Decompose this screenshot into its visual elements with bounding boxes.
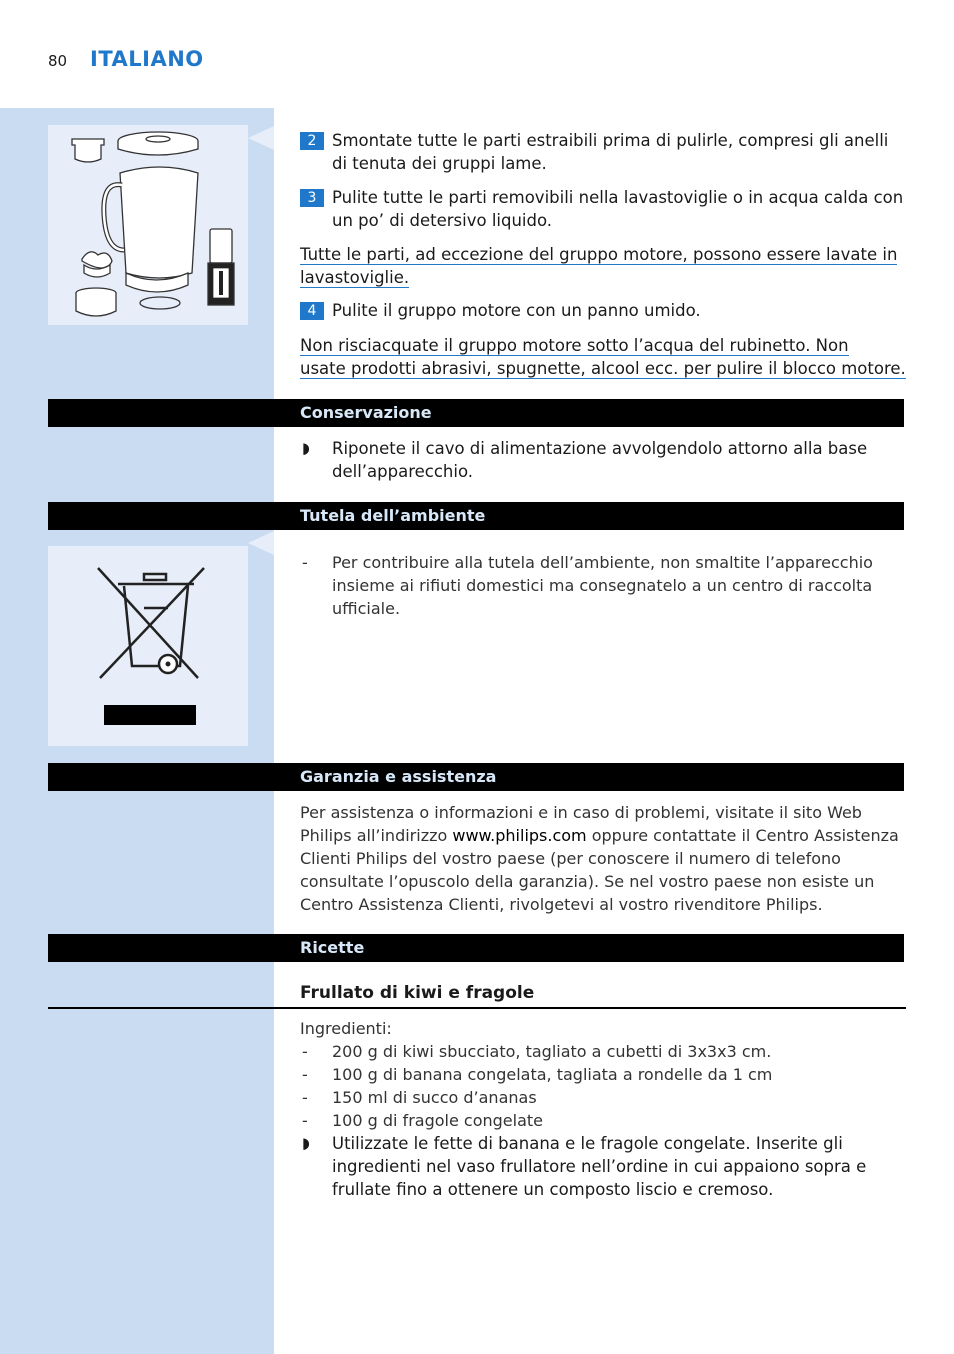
section-recipes (48, 934, 904, 962)
ingredient-text: 100 g di fragole congelate (332, 1111, 543, 1130)
dishwasher-note (300, 243, 906, 289)
step-4 (300, 299, 906, 322)
image-pointer (248, 531, 274, 555)
dash-marker: - (302, 1088, 308, 1107)
step-3 (300, 186, 906, 232)
step-text: Pulite il gruppo motore con un panno umido. (332, 301, 701, 320)
note-line: usate prodotti abrasivi, spugnette, alcool ecc. per pulire il blocco motore. (300, 359, 906, 378)
bullet-marker: ◗ (302, 1134, 310, 1152)
recipe-title: Frullato di kiwi e fragole (300, 983, 535, 1003)
dash-marker: - (302, 553, 308, 572)
crossed-bin-icon (48, 546, 248, 746)
recipe-instruction (300, 1132, 906, 1201)
recipe-divider (48, 1007, 906, 1009)
blender-parts-icon (48, 125, 248, 325)
dash-marker: - (302, 1111, 308, 1130)
ingredient-item (300, 1109, 906, 1132)
step-text: Smontate tutte le parti estraibili prima di pulirle, compresi gli anelli di tenuta dei gruppi lame. (332, 131, 889, 173)
ingredients-label: Ingredienti: (300, 1019, 392, 1038)
ingredient-item (300, 1063, 906, 1086)
blender-parts-illustration (48, 125, 248, 325)
language-title: ITALIANO (90, 47, 204, 71)
section-environment (48, 502, 904, 530)
step-number: 4 (300, 302, 324, 320)
environment-item (300, 551, 906, 620)
section-warranty (48, 763, 904, 791)
environment-content (300, 551, 906, 620)
page-number: 80 (48, 52, 68, 70)
section-title: Ricette (300, 938, 365, 957)
warranty-text: Per assistenza o informazioni e in caso di problemi, visitate il sito Web Philips all’indirizzo (300, 803, 862, 845)
warranty-content (300, 801, 906, 916)
step-text: Pulite tutte le parti removibili nella lavastoviglie o in acqua calda con un po’ di detersivo liquido. (332, 188, 904, 230)
ingredient-item (300, 1086, 906, 1109)
ingredient-item (300, 1040, 906, 1063)
storage-bullet (300, 437, 906, 483)
section-title: Tutela dell’ambiente (300, 506, 486, 525)
dash-marker: - (302, 1065, 308, 1084)
note-line: Non risciacquate il gruppo motore sotto l’acqua del rubinetto. Non (300, 336, 849, 355)
recipe-content (300, 1017, 906, 1201)
step-number: 3 (300, 189, 324, 207)
bullet-text: Riponete il cavo di alimentazione avvolgendolo attorno alla base dell’apparecchio. (332, 439, 868, 481)
motor-warning-note (300, 334, 906, 380)
philips-website-link[interactable]: www.philips.com (452, 826, 587, 845)
ingredient-text: 150 ml di succo d’ananas (332, 1088, 537, 1107)
image-pointer (248, 126, 274, 150)
step-number: 2 (300, 132, 324, 150)
warranty-text-continued: oppure contattate il Centro Assistenza Clienti Philips del vostro paese (per conoscere il numero di telefono consultate l’opuscolo della garanzia). Se nel vostro paese non esiste un Centro Assistenza Clienti, rivolgetevi al vostro rivenditore Philips. (300, 826, 899, 914)
step-2 (300, 129, 906, 175)
environment-text: Per contribuire alla tutela dell’ambiente, non smaltite l’apparecchio insieme ai rifiuti domestici ma consegnatelo a un centro di raccolta ufficiale. (332, 553, 873, 618)
section-storage (48, 399, 904, 427)
ingredient-text: 100 g di banana congelata, tagliata a rondelle da 1 cm (332, 1065, 773, 1084)
section-title: Garanzia e assistenza (300, 767, 497, 786)
section-title: Conservazione (300, 403, 432, 422)
cleaning-steps (300, 129, 906, 380)
bullet-marker: ◗ (302, 439, 310, 457)
recycling-symbol-illustration (48, 546, 248, 746)
instruction-text: Utilizzate le fette di banana e le fragole congelate. Inserite gli ingredienti nel vaso frullatore nell’ordine in cui appaiono sopra e frullate fino a ottenere un composto liscio e cremoso. (332, 1134, 867, 1199)
storage-content (300, 437, 906, 483)
note-line: Tutte le parti, ad eccezione del gruppo motore, possono essere lavate in (300, 245, 898, 264)
ingredient-text: 200 g di kiwi sbucciato, tagliato a cubetti di 3x3x3 cm. (332, 1042, 772, 1061)
note-line: lavastoviglie. (300, 268, 410, 287)
dash-marker: - (302, 1042, 308, 1061)
